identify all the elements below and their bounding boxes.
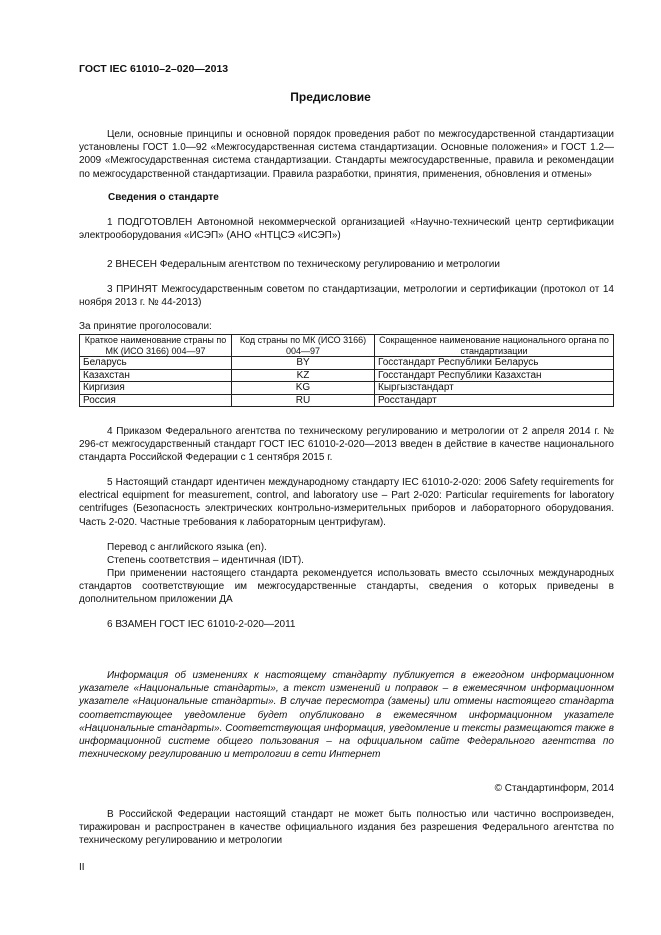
table-header-cell: Краткое наименование страны по МК (ИСО 3166) 004—97 <box>80 335 232 357</box>
section-subhead: Сведения о стандарте <box>108 192 219 203</box>
reproduction-notice: В Российской Федерации настоящий стандарт не может быть полностью или частично воспроизведен, тиражирован и распространен в качестве официального издания без разрешения Федерального агентства по техническому регулированию и метрологии <box>79 809 614 847</box>
table-caption: За принятие проголосовали: <box>79 321 212 332</box>
item-4: 4 Приказом Федерального агентства по техническому регулированию и метрологии от 2 апреля 2014 г. № 296-ст межгосударственный стандарт ГОСТ IEC 61010-2-020—2013 введен в действие в качестве национального стандарта Российской Федерации с 1 сентября 2015 г. <box>79 426 614 464</box>
table-header-row <box>80 335 614 357</box>
table-row <box>80 369 614 382</box>
item-6: 6 ВЗАМЕН ГОСТ IEC 61010-2-020—2011 <box>107 619 296 630</box>
table-header-cell: Сокращенное наименование национального органа по стандартизации <box>375 335 614 357</box>
copyright: © Стандартинформ, 2014 <box>494 783 614 794</box>
table-cell: Киргизия <box>80 382 232 395</box>
item-1: 1 ПОДГОТОВЛЕН Автономной некоммерческой организацией «Научно-технический центр сертификации электрооборудования «ИСЭП» (АНО «НТЦСЭ «ИСЭП») <box>79 217 614 242</box>
table-cell: Росстандарт <box>375 394 614 407</box>
table-row <box>80 382 614 395</box>
table-cell: Кыргызстандарт <box>375 382 614 395</box>
intro-paragraph: Цели, основные принципы и основной порядок проведения работ по межгосударственной стандартизации установлены ГОСТ 1.0—92 «Межгосударственная система стандартизации. Основные положения» и ГОСТ 1.2—2009 «Межгосударственная система стандартизации. Стандарты межгосударственные, правила и рекомендации по межгосударственной стандартизации. Правила разработки, принятия, применения, обновления и отмены» <box>79 129 614 180</box>
table-cell: BY <box>232 357 375 370</box>
table-cell: Госстандарт Республики Беларусь <box>375 357 614 370</box>
document-header: ГОСТ IEC 61010–2–020—2013 <box>79 63 229 75</box>
table-header-cell: Код страны по МК (ИСО 3166) 004—97 <box>232 335 375 357</box>
translation-note: Перевод с английского языка (en). <box>107 542 267 553</box>
table-cell: RU <box>232 394 375 407</box>
application-note: При применении настоящего стандарта рекомендуется использовать вместо ссылочных международных стандартов соответствующие им межгосударственные стандарты, сведения о которых приведены в дополнительном приложении ДА <box>79 568 614 606</box>
voting-table <box>79 334 614 407</box>
table-row <box>80 357 614 370</box>
table-cell: Госстандарт Республики Казахстан <box>375 369 614 382</box>
page-number: II <box>79 862 85 873</box>
item-2: 2 ВНЕСЕН Федеральным агентством по техническому регулированию и метрологии <box>107 259 500 270</box>
conformity-note: Степень соответствия – идентичная (IDT). <box>107 555 304 566</box>
item-3: 3 ПРИНЯТ Межгосударственным советом по стандартизации, метрологии и сертификации (протокол от 14 ноября 2013 г. № 44-2013) <box>79 284 614 309</box>
table-cell: Казахстан <box>80 369 232 382</box>
table-row <box>80 394 614 407</box>
page-title: Предисловие <box>290 90 371 104</box>
table-cell: Беларусь <box>80 357 232 370</box>
table-cell: KZ <box>232 369 375 382</box>
item-5: 5 Настоящий стандарт идентичен международному стандарту IEC 61010-2-020: 2006 Safety requirements for electrical equipment for measurement, control, and laboratory use – Part 2-020: Particular requirements for laboratory centrifuges (Безопасность электрических контрольно-измерительных приборов и лабораторного оборудования. Часть 2-020. Частные требования к лабораторным центрифугам). <box>79 477 614 528</box>
table-cell: Россия <box>80 394 232 407</box>
info-notice: Информация об изменениях к настоящему стандарту публикуется в ежегодном информационном указателе «Национальные стандарты», а текст изменений и поправок – в ежемесячном информационном указателе «Национальные стандарты». В случае пересмотра (замены) или отмены настоящего стандарта соответствующее уведомление будет опубликовано в ежемесячном информационном указателе «Национальные стандарты». Соответствующая информация, уведомление и тексты размещаются также в информационной системе общего пользования – на официальном сайте Федерального агентства по техническому регулированию и метрологии в сети Интернет <box>79 670 614 761</box>
table-cell: KG <box>232 382 375 395</box>
